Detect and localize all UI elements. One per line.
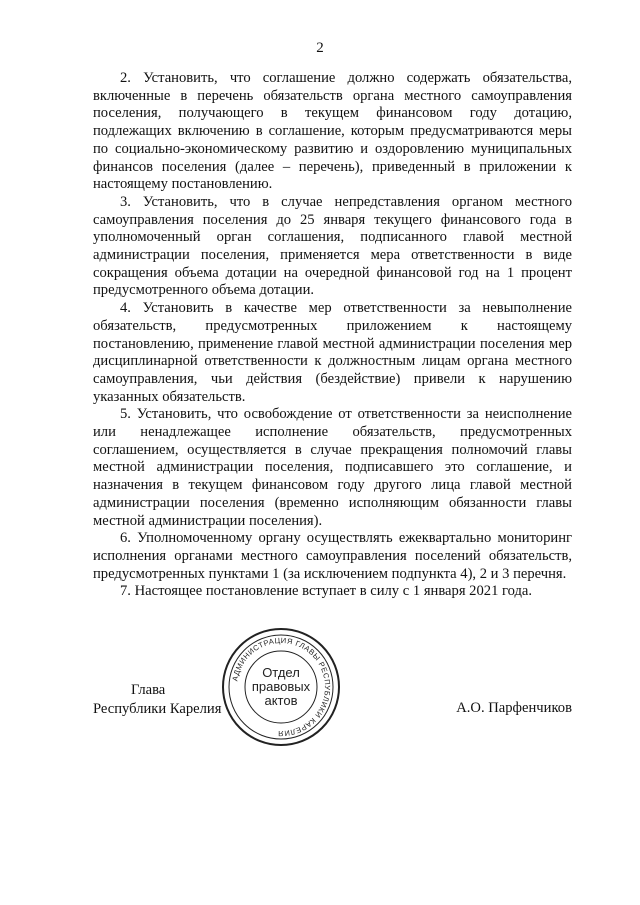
paragraph-6: 6. Уполномоченному органу осуществлять ежеквартально мониторинг исполнения органами местного самоуправления поселений обязательств, предусмотренных пунктами 1 (за исключением подпункта 4), 2 и 3 перечня. [93,530,572,582]
signatory-title [93,681,231,719]
signatory-name: А.О. Парфенчиков [456,700,572,716]
signatory-title-line1: Глава [131,682,166,698]
official-stamp [220,626,342,748]
paragraph-7: 7. Настоящее постановление вступает в силу с 1 января 2021 года. [120,583,533,600]
paragraph-2: 2. Установить, что соглашение должно содержать обязательства, включенные в перечень обязательств органа местного самоуправления поселения, получающего в текущем финансовом году дотацию, подлежащих включению в соглашение, которым предусматриваются меры по социально-экономическому развитию и оздоровлению муниципальных финансов поселения (далее – перечень), приведенный в приложении к настоящему постановлению. [93,70,572,193]
paragraph-3: 3. Установить, что в случае непредставления органом местного самоуправления поселения до 25 января текущего финансового года в уполномоченный орган соглашения, подписанного главой местной администрации поселения, применяется мера ответственности в виде сокращения объема дотации на очередной финансовой год на 1 процент предусмотренного объема дотации. [93,193,572,299]
paragraph-5: 5. Установить, что освобождение от ответственности за неисполнение или ненадлежащее исполнение обязательств, предусмотренных соглашением, осуществляется в случае прекращения полномочий главы местной администрации поселения, подписавшего это соглашение, и назначения в текущем финансовом году другого лица главой местной администрации поселения (временно исполняющим обязанности главы местной администрации поселения). [93,406,572,529]
stamp-center [220,626,342,748]
stamp-line2: правовых [251,679,311,694]
stamp-line1: Отдел [262,665,300,680]
document-body [93,70,572,601]
page-number: 2 [316,40,324,56]
stamp-line3: актов [264,693,298,708]
paragraph-4: 4. Установить в качестве мер ответственности за невыполнение обязательств, предусмотренных приложением к настоящему постановлению, применение главой местной администрации поселения мер дисциплинарной ответственности к должностным лицам органа местного самоуправления, чьи действия (бездействие) привели к нарушению указанных обязательств. [93,300,572,405]
signature-block [93,635,572,831]
stamp-ring-text: АДМИНИСТРАЦИЯ ГЛАВЫ РЕСПУБЛИКИ КАРЕЛИЯ [230,635,333,739]
signatory-title-line2: Республики Карелия [93,701,222,717]
